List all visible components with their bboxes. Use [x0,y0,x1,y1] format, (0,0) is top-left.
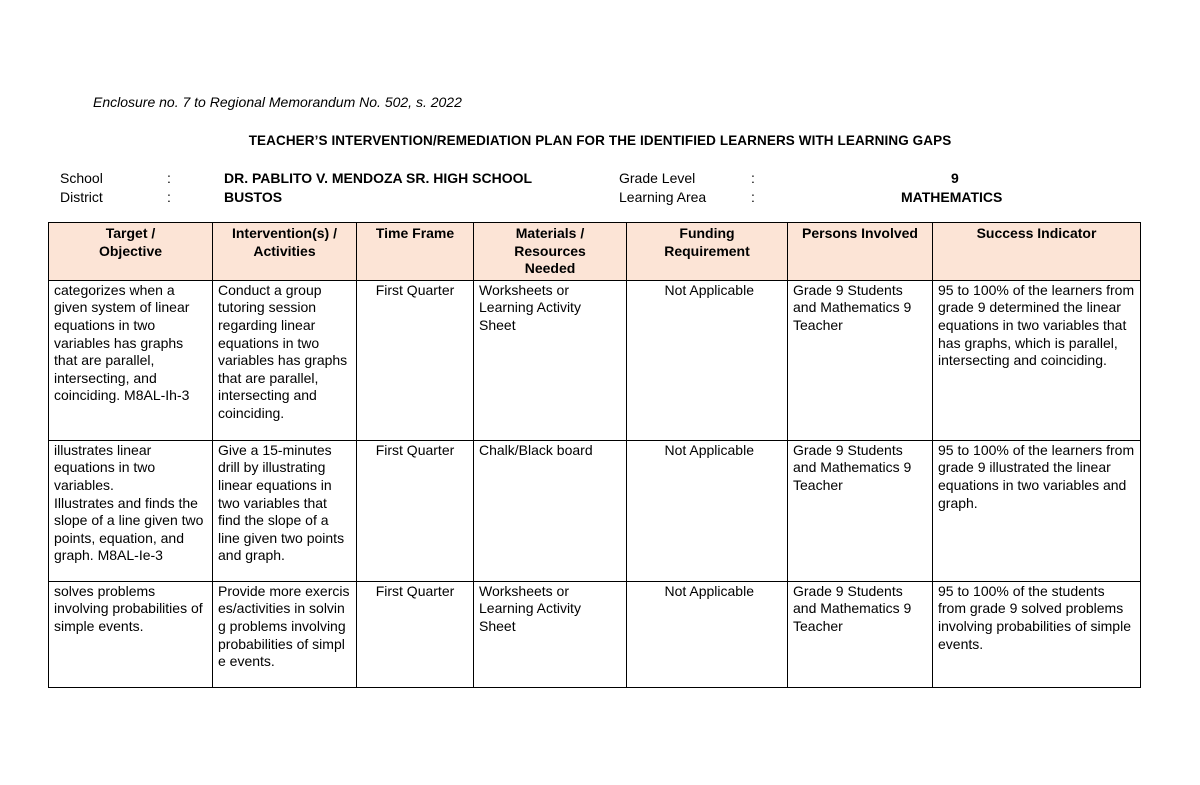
cell-target: categorizes when a given system of linear equations in two variables has graphs that are parallel, intersecting, and coinciding. M8AL-Ih-3 [49,280,213,440]
table-header-row [49,223,1141,281]
cell-materials: Worksheets or Learning Activity Sheet [474,581,627,687]
cell-persons: Grade 9 Students and Mathematics 9 Teacher [788,280,933,440]
area-label: Learning Area [619,189,707,205]
district-colon: : [167,189,171,205]
cell-intervention: Conduct a group tutoring session regarding linear equations in two variables has graphs that are parallel, intersecting and coinciding. [213,280,357,440]
cell-persons: Grade 9 Students and Mathematics 9 Teacher [788,581,933,687]
enclosure-note: Enclosure no. 7 to Regional Memorandum No. 502, s. 2022 [93,94,462,110]
cell-target: solves problems involving probabilities of simple events. [49,581,213,687]
cell-time-frame: First Quarter [357,440,474,581]
intervention-plan-table [48,222,1141,688]
table-row [49,440,1141,581]
cell-funding: Not Applicable [627,280,788,440]
cell-funding: Not Applicable [627,440,788,581]
header-materials: Materials / Resources Needed [474,223,627,281]
district-value: BUSTOS [224,189,283,205]
header-success: Success Indicator [933,223,1141,281]
grade-value: 9 [951,170,959,186]
cell-time-frame: First Quarter [357,581,474,687]
grade-colon: : [751,170,755,186]
area-colon: : [751,189,755,205]
school-colon: : [167,170,171,186]
header-time-frame: Time Frame [357,223,474,281]
cell-success: 95 to 100% of the learners from grade 9 illustrated the linear equations in two variables and graph. [933,440,1141,581]
header-funding: Funding Requirement [627,223,788,281]
area-value: MATHEMATICS [901,189,1003,205]
cell-intervention: Provide more exercises/activities in solving problems involving probabilities of simple events. [213,581,357,687]
page-title: TEACHER’S INTERVENTION/REMEDIATION PLAN FOR THE IDENTIFIED LEARNERS WITH LEARNING GAPS [248,133,952,148]
school-value: DR. PABLITO V. MENDOZA SR. HIGH SCHOOL [224,170,533,186]
cell-funding: Not Applicable [627,581,788,687]
cell-success: 95 to 100% of the students from grade 9 solved problems involving probabilities of simple events. [933,581,1141,687]
cell-target: illustrates linear equations in two variables. Illustrates and finds the slope of a line given two points, equation, and graph. M8AL-Ie-3 [49,440,213,581]
cell-intervention: Give a 15-minutes drill by illustrating linear equations in two variables that find the slope of a line given two points and graph. [213,440,357,581]
cell-time-frame: First Quarter [357,280,474,440]
table-row [49,581,1141,687]
table-row [49,280,1141,440]
grade-label: Grade Level [619,170,696,186]
cell-success: 95 to 100% of the learners from grade 9 determined the linear equations in two variables that has graphs, which is parallel, intersecting and coinciding. [933,280,1141,440]
district-label: District [60,189,103,205]
school-label: School [60,170,103,186]
cell-materials: Chalk/Black board [474,440,627,581]
header-intervention: Intervention(s) / Activities [213,223,357,281]
cell-materials: Worksheets or Learning Activity Sheet [474,280,627,440]
header-target: Target / Objective [49,223,213,281]
header-persons: Persons Involved [788,223,933,281]
cell-persons: Grade 9 Students and Mathematics 9 Teacher [788,440,933,581]
